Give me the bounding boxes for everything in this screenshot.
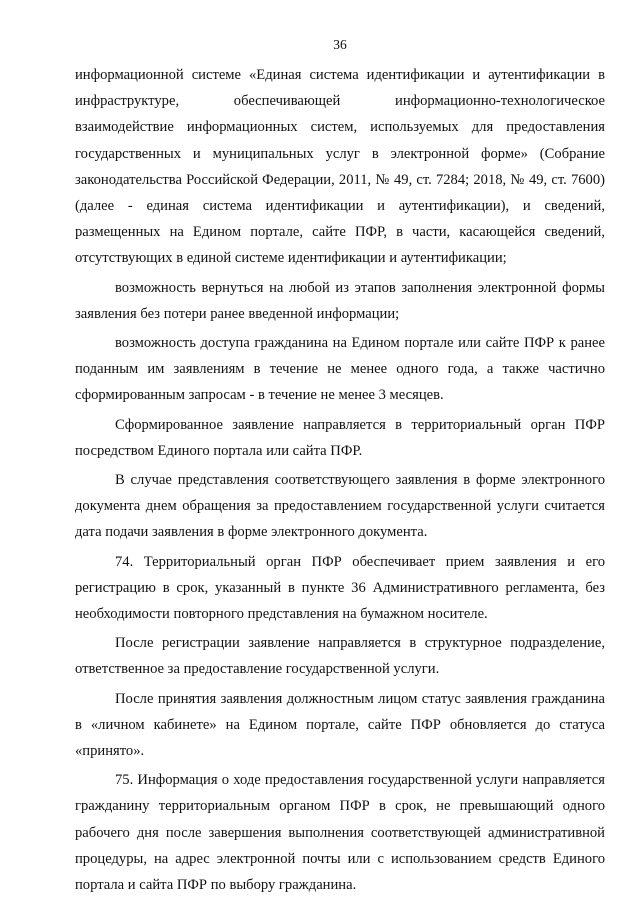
paragraph-return-to-step: возможность вернуться на любой из этапов заполнения электронной формы заявления без потери ранее введенной информации; — [75, 279, 605, 322]
paragraph-clause-75: 75. Информация о ходе предоставления государственной услуги направляется гражданину территориальным органом ПФР в срок, не превышающий одного рабочего дня после завершения выполнения соответствующей административной процедуры, на адрес электронной почты или с использованием средств Единого портала и сайта ПФР по выбору гражданина. — [75, 772, 605, 894]
paragraph-continuation: информационной системе «Единая система идентификации и аутентификации в инфраструктуре, обеспечивающей информационно-технологическое взаимодействие информационных систем, используемых для предоставления государственных и муниципальных услуг в электронной форме» (Собрание законодательства Российской Федерации, 2011, № 49, ст. 7284; 2018, № 49, ст. 7600) (далее - единая система идентификации и аутентификации), и сведений, размещенных на Едином портале, сайте ПФР, в части, касающейся сведений, отсутствующих в единой системе идентификации и аутентификации; — [75, 67, 605, 267]
paragraph-status-accepted: После принятия заявления должностным лицом статус заявления гражданина в «личном кабинете» на Едином портале, сайте ПФР обновляется до статуса «принято». — [75, 690, 605, 760]
paragraph-application-sent: Сформированное заявление направляется в территориальный орган ПФР посредством Единого портала или сайта ПФР. — [75, 416, 605, 459]
page-number: 36 — [333, 37, 347, 52]
paragraph-electronic-submission-date: В случае представления соответствующего заявления в форме электронного документа днем обращения за предоставлением государственной услуги считается дата подачи заявления в форме электронного документа. — [75, 472, 605, 541]
paragraph-after-registration: После регистрации заявление направляется в структурное подразделение, ответственное за предоставление государственной услуги. — [75, 635, 605, 678]
document-body — [75, 62, 605, 898]
paragraph-access-to-applications: возможность доступа гражданина на Едином портале или сайте ПФР к ранее поданным им заявлениям в течение не менее одного года, а также частично сформированным запросам - в течение не менее 3 месяцев. — [75, 335, 605, 404]
paragraph-clause-74: 74. Территориальный орган ПФР обеспечивает прием заявления и его регистрацию в срок, указанный в пункте 36 Административного регламента, без необходимости повторного представления на бумажном носителе. — [75, 553, 605, 623]
